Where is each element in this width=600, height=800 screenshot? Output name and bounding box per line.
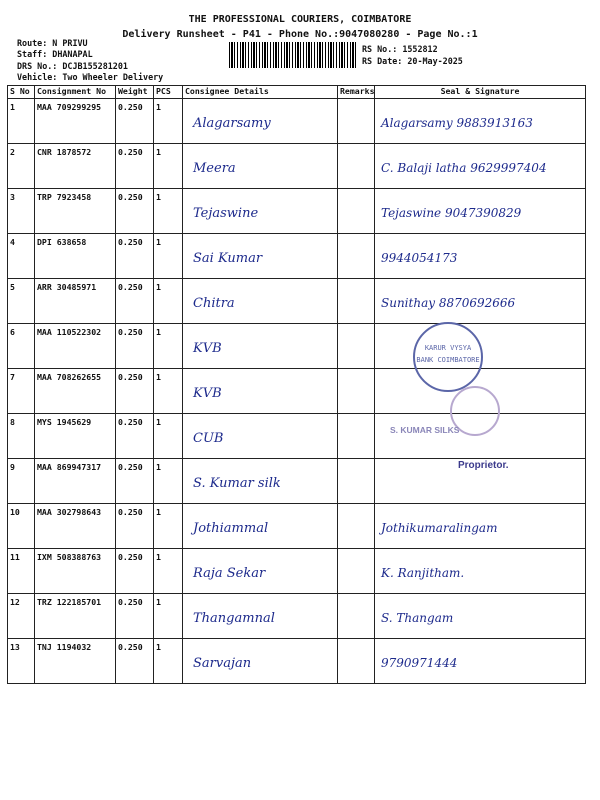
- cell-consignment-no: MAA 302798643: [35, 504, 116, 549]
- cell-remarks: [338, 234, 375, 279]
- cell-consignee: KVB: [183, 324, 338, 369]
- cell-consignee: CUB: [183, 414, 338, 459]
- table-row: [8, 99, 586, 144]
- cell-signature: Alagarsamy 9883913163: [375, 99, 586, 144]
- cell-sno: 8: [8, 414, 35, 459]
- table-row: [8, 594, 586, 639]
- cell-sno: 6: [8, 324, 35, 369]
- cell-consignment-no: MAA 110522302: [35, 324, 116, 369]
- cell-consignee: S. Kumar silk: [183, 459, 338, 504]
- cell-pcs: 1: [154, 639, 183, 684]
- cell-sno: 9: [8, 459, 35, 504]
- cell-signature: Jothikumaralingam: [375, 504, 586, 549]
- rs-number: RS No.: 1552812: [362, 44, 438, 54]
- col-weight: Weight: [116, 86, 154, 99]
- cell-remarks: [338, 144, 375, 189]
- cell-remarks: [338, 189, 375, 234]
- cell-remarks: [338, 279, 375, 324]
- cell-remarks: [338, 459, 375, 504]
- cell-consignee: KVB: [183, 369, 338, 414]
- route-label: Route: N PRIVU: [17, 38, 88, 48]
- cell-weight: 0.250: [116, 504, 154, 549]
- cell-consignment-no: ARR 30485971: [35, 279, 116, 324]
- table-header-row: [8, 86, 586, 99]
- cell-signature: 9944054173: [375, 234, 586, 279]
- cell-sno: 10: [8, 504, 35, 549]
- cell-weight: 0.250: [116, 324, 154, 369]
- cell-consignee: Sarvajan: [183, 639, 338, 684]
- cell-signature: Tejaswine 9047390829: [375, 189, 586, 234]
- proprietor-text: Proprietor.: [458, 460, 509, 471]
- table-row: [8, 414, 586, 459]
- company-title: THE PROFESSIONAL COURIERS, COIMBATORE: [188, 14, 412, 25]
- cell-weight: 0.250: [116, 549, 154, 594]
- cell-sno: 7: [8, 369, 35, 414]
- col-consignment: Consignment No: [35, 86, 116, 99]
- table-row: [8, 504, 586, 549]
- cell-pcs: 1: [154, 594, 183, 639]
- bank-seal: [413, 322, 483, 392]
- cell-consignment-no: TNJ 1194032: [35, 639, 116, 684]
- cell-pcs: 1: [154, 549, 183, 594]
- cell-pcs: 1: [154, 369, 183, 414]
- cell-sno: 11: [8, 549, 35, 594]
- cell-consignment-no: CNR 1878572: [35, 144, 116, 189]
- cell-sno: 12: [8, 594, 35, 639]
- cell-pcs: 1: [154, 189, 183, 234]
- cell-weight: 0.250: [116, 189, 154, 234]
- cell-consignee: Sai Kumar: [183, 234, 338, 279]
- vehicle-label: Vehicle: Two Wheeler Delivery: [17, 72, 164, 82]
- cell-remarks: [338, 369, 375, 414]
- cell-consignee: Raja Sekar: [183, 549, 338, 594]
- col-pcs: PCS: [154, 86, 183, 99]
- cell-consignment-no: MYS 1945629: [35, 414, 116, 459]
- cell-remarks: [338, 549, 375, 594]
- cell-weight: 0.250: [116, 234, 154, 279]
- cell-pcs: 1: [154, 144, 183, 189]
- cell-consignee: Tejaswine: [183, 189, 338, 234]
- cell-pcs: 1: [154, 279, 183, 324]
- shop-seal-text: S. KUMAR SILKS: [390, 425, 460, 435]
- table-row: [8, 324, 586, 369]
- cell-sno: 4: [8, 234, 35, 279]
- cell-consignment-no: TRZ 122185701: [35, 594, 116, 639]
- col-sno: S No: [8, 86, 35, 99]
- cell-pcs: 1: [154, 324, 183, 369]
- cell-remarks: [338, 324, 375, 369]
- cell-consignment-no: MAA 708262655: [35, 369, 116, 414]
- col-consignee: Consignee Details: [183, 86, 338, 99]
- cell-weight: 0.250: [116, 639, 154, 684]
- cell-remarks: [338, 594, 375, 639]
- runsheet-table: [7, 85, 586, 684]
- cell-remarks: [338, 639, 375, 684]
- cell-consignment-no: DPI 638658: [35, 234, 116, 279]
- cell-weight: 0.250: [116, 414, 154, 459]
- cell-signature: K. Ranjitham.: [375, 549, 586, 594]
- cell-sno: 5: [8, 279, 35, 324]
- col-signature: Seal & Signature: [375, 86, 586, 99]
- cell-pcs: 1: [154, 234, 183, 279]
- cell-weight: 0.250: [116, 594, 154, 639]
- cell-consignment-no: TRP 7923458: [35, 189, 116, 234]
- barcode: [229, 42, 357, 68]
- cell-weight: 0.250: [116, 459, 154, 504]
- cell-consignee: Meera: [183, 144, 338, 189]
- cell-consignment-no: MAA 709299295: [35, 99, 116, 144]
- table-row: [8, 144, 586, 189]
- table-row: [8, 234, 586, 279]
- cell-sno: 13: [8, 639, 35, 684]
- cell-remarks: [338, 414, 375, 459]
- cell-sno: 3: [8, 189, 35, 234]
- cell-consignee: Alagarsamy: [183, 99, 338, 144]
- table-row: [8, 639, 586, 684]
- cell-signature: 9790971444: [375, 639, 586, 684]
- cell-consignee: Thangamnal: [183, 594, 338, 639]
- table-row: [8, 549, 586, 594]
- cell-signature: C. Balaji latha 9629997404: [375, 144, 586, 189]
- cell-signature: S. Thangam: [375, 594, 586, 639]
- col-remarks: Remarks: [338, 86, 375, 99]
- bank-seal-text: KARUR VYSYA BANK COIMBATORE: [416, 344, 480, 364]
- table-row: [8, 189, 586, 234]
- cell-weight: 0.250: [116, 369, 154, 414]
- cell-signature: Sunithay 8870692666: [375, 279, 586, 324]
- cell-pcs: 1: [154, 414, 183, 459]
- rs-date: RS Date: 20-May-2025: [362, 56, 463, 66]
- cell-weight: 0.250: [116, 144, 154, 189]
- cell-pcs: 1: [154, 504, 183, 549]
- cell-consignee: Chitra: [183, 279, 338, 324]
- cell-pcs: 1: [154, 459, 183, 504]
- cell-weight: 0.250: [116, 99, 154, 144]
- cell-consignee: Jothiammal: [183, 504, 338, 549]
- table-row: [8, 279, 586, 324]
- cell-remarks: [338, 99, 375, 144]
- cell-sno: 1: [8, 99, 35, 144]
- cell-sno: 2: [8, 144, 35, 189]
- cell-consignment-no: IXM 508388763: [35, 549, 116, 594]
- cell-pcs: 1: [154, 99, 183, 144]
- runsheet-subtitle: Delivery Runsheet - P41 - Phone No.:9047080280 - Page No.:1: [122, 29, 478, 40]
- cell-weight: 0.250: [116, 279, 154, 324]
- cell-consignment-no: MAA 869947317: [35, 459, 116, 504]
- cell-remarks: [338, 504, 375, 549]
- drs-label: DRS No.: DCJB155281201: [17, 61, 128, 71]
- staff-label: Staff: DHANAPAL: [17, 49, 93, 59]
